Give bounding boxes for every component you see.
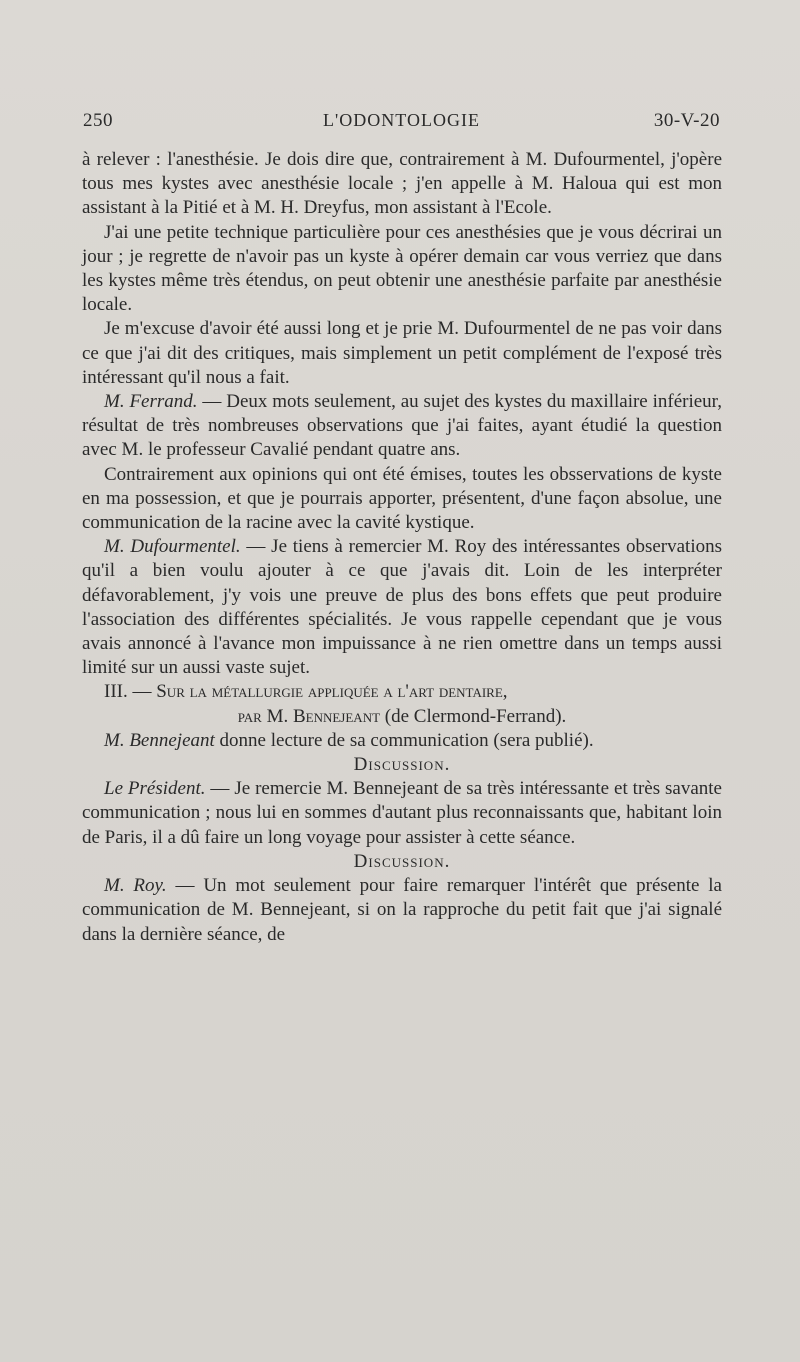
note-text: donne lecture de sa communication (sera publié). — [214, 729, 594, 751]
page-number: 250 — [83, 110, 113, 131]
page-body — [82, 148, 722, 947]
issue-date: 30-V-20 — [653, 110, 720, 131]
speech-text: — Je tiens à remercier M. Roy des intéressantes observations qu'il a bien voulu ajouter à ce que j'avais dit. Loin de les interpréter défavorablement, j'y vois une preuve de plus des bons effets que peut produire l'association des différentes spécialités. Je vous rappelle cependant que je vous avais annoncé à l'avance mon impuissance à ne rien omettre dans un temps aussi limité sur un aussi vaste sujet. — [82, 536, 722, 679]
speech-text: — Deux mots seulement, au sujet des kystes du maxillaire inférieur, résultat de très nombreuses observations que j'ai faites, ayant étudié la question avec M. le professeur Cavalié pendant quatre ans. — [82, 391, 723, 461]
paragraph-ferrand — [82, 390, 722, 463]
speaker-name: M. Roy. — [104, 875, 167, 897]
speech-text: — Un mot seulement pour faire remarquer l'intérêt que présente la communication de M. Bennejeant, si on la rapproche du petit fait que j'ai signalé dans la dernière séance, de — [82, 875, 722, 945]
journal-title: L'ODONTOLOGIE — [323, 110, 480, 130]
paragraph-dufourmentel — [82, 535, 722, 680]
discussion-heading: Discussion. — [353, 850, 451, 872]
speech-text: — Je remercie M. Bennejeant de sa très intéressante et très savante communication ; nous lui en sommes d'autant plus reconnaissants que, habitant loin de Paris, il a dû faire un long voyage pour assister à cette séance. — [82, 778, 722, 848]
speaker-name: M. Bennejeant — [104, 729, 215, 751]
section-title-line1: Sur la métallurgie appliquée a l'art dentaire, — [156, 681, 508, 703]
byline-suffix: (de Clermond-Ferrand). — [380, 705, 567, 727]
byline-prefix: par M. — [237, 705, 293, 727]
section-title — [82, 680, 722, 704]
discussion-heading: Discussion. — [353, 754, 451, 776]
section-note — [82, 729, 722, 753]
section-number: III. — — [104, 681, 152, 703]
author-name: Bennejeant — [292, 705, 381, 727]
section-byline — [82, 705, 722, 729]
speaker-name: M. Dufourmentel. — [104, 536, 241, 558]
speaker-name: Le Président. — [104, 778, 206, 800]
paragraph-5: Contrairement aux opinions qui ont été émises, toutes les obsservations de kyste en ma possession, et que je pourrais apporter, présentent, d'une façon absolue, une communication de la racine avec la cavité kystique. — [82, 463, 722, 534]
paragraph-president — [82, 777, 722, 850]
paragraph-1: à relever : l'anesthésie. Je dois dire que, contrairement à M. Dufourmentel, j'opère tous mes kystes avec anesthésie locale ; j'en appelle à M. Haloua qui est mon assistant à la Pitié et à M. H. Dreyfus, mon assistant à l'Ecole. — [82, 149, 722, 219]
running-header — [83, 110, 720, 140]
paragraph-roy — [82, 874, 722, 947]
paragraph-3: Je m'excuse d'avoir été aussi long et je prie M. Dufourmentel de ne pas voir dans ce que j'ai dit des critiques, mais simplement un petit complément de l'exposé très intéressant qu'il nous a fait. — [82, 318, 722, 388]
speaker-name: M. Ferrand. — [104, 391, 198, 413]
paragraph-2: J'ai une petite technique particulière pour ces anesthésies que je vous décrirai un jour ; je regrette de n'avoir pas un kyste à opérer demain car vous verriez que dans les kystes même très étendus, on peut obtenir une anesthésie parfaite par anesthésie locale. — [82, 221, 722, 316]
